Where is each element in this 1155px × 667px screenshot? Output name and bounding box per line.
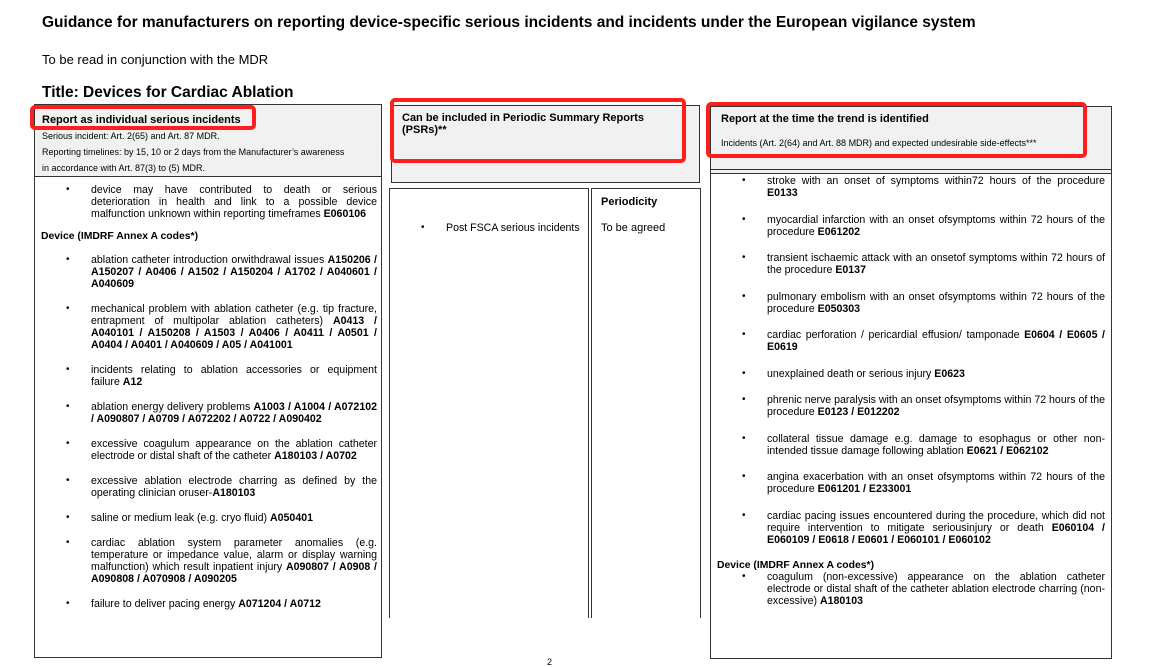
item-codes: A150206 / A150207 / A0406 / A1502 / A150204 / A1702 / A040601 / A040609 bbox=[91, 254, 377, 290]
list-item bbox=[711, 252, 1105, 276]
item-text: transient ischaemic attack with an onsetof symptoms within 72 hours of the procedure bbox=[767, 252, 1105, 276]
psr-header bbox=[391, 105, 700, 183]
bullet-icon: • bbox=[66, 598, 70, 609]
bullet-icon: • bbox=[66, 512, 70, 523]
item-text: incidents relating to ablation accessories or equipment failure bbox=[91, 364, 377, 388]
item-codes: E0621 / E062102 bbox=[966, 444, 1049, 457]
item-codes: E0623 bbox=[934, 367, 965, 380]
bullet-icon: • bbox=[742, 213, 746, 225]
bullet-icon: • bbox=[742, 252, 746, 263]
item-codes: E060106 bbox=[323, 208, 367, 220]
psr-items-cell bbox=[389, 188, 589, 618]
individual-device-list bbox=[35, 254, 377, 610]
item-text: myocardial infarction with an onset ofsymptoms within 72 hours of the procedure bbox=[767, 213, 1105, 238]
bullet-icon: • bbox=[66, 303, 70, 314]
list-item bbox=[711, 291, 1105, 315]
document-subtitle: To be read in conjunction with the MDR bbox=[42, 52, 269, 67]
list-item bbox=[35, 303, 377, 351]
psr-list bbox=[390, 222, 580, 234]
trend-header bbox=[710, 106, 1112, 174]
item-codes: A0413 / A040101 / A150208 / A1503 / A0406 / A0411 / A0501 / A0404 / A0401 / A040609 / A05 / A041001 bbox=[91, 315, 377, 351]
document-title: Guidance for manufacturers on reporting device-specific serious incidents and incidents under the European vigilance system bbox=[42, 14, 976, 31]
bullet-icon: • bbox=[742, 329, 746, 340]
list-item bbox=[711, 394, 1105, 418]
trend-heading: Report at the time the trend is identified bbox=[721, 113, 929, 125]
device-codes-label: Device (IMDRF Annex A codes*) bbox=[41, 231, 199, 242]
list-item bbox=[711, 329, 1105, 353]
item-codes: A180103 / A0702 bbox=[274, 450, 357, 462]
item-codes: A071204 / A0712 bbox=[238, 598, 321, 610]
reporting-timelines: Reporting timelines: by 15, 10 or 2 days from the Manufacturer’s awareness bbox=[42, 147, 345, 157]
list-item bbox=[711, 571, 1105, 607]
list-item bbox=[35, 537, 377, 585]
item-codes: A180103 bbox=[819, 594, 863, 607]
item-text: failure to deliver pacing energy bbox=[91, 598, 239, 610]
item-text: cardiac perforation / pericardial effusion/ tamponade bbox=[767, 329, 1025, 341]
page-number: 2 bbox=[547, 657, 553, 667]
item-text: Post FSCA serious incidents bbox=[446, 222, 580, 234]
item-codes: E0123 / E012202 bbox=[817, 406, 900, 418]
bullet-icon: • bbox=[742, 394, 746, 405]
item-text: cardiac ablation system parameter anomalies (e.g. temperature or impedance value, alarm or display warning malfunction) which result inpatient injury bbox=[91, 537, 377, 573]
item-text: angina exacerbation with an onset ofsymptoms within 72 hours of the procedure bbox=[767, 471, 1105, 495]
psr-heading: Can be included in Periodic Summary Reports (PSRs)** bbox=[402, 112, 645, 136]
item-text: ablation energy delivery problems bbox=[91, 401, 254, 413]
trend-body bbox=[710, 169, 1112, 659]
bullet-icon: • bbox=[742, 471, 746, 482]
bullet-icon: • bbox=[66, 475, 70, 486]
item-codes: E061202 bbox=[817, 225, 861, 238]
trend-device-codes-label: Device (IMDRF Annex A codes*) bbox=[717, 559, 875, 571]
list-item bbox=[711, 368, 1105, 380]
list-item bbox=[35, 438, 377, 462]
device-title: Title: Devices for Cardiac Ablation bbox=[42, 84, 294, 101]
list-item bbox=[35, 512, 377, 524]
item-codes: A050401 bbox=[270, 512, 314, 524]
item-codes: E050303 bbox=[817, 302, 861, 315]
bullet-icon: • bbox=[742, 290, 746, 302]
list-item bbox=[390, 222, 580, 234]
item-codes: E060104 / E060109 / E0618 / E0601 / E060101 / E060102 bbox=[767, 521, 1105, 546]
bullet-icon: • bbox=[66, 401, 70, 412]
individual-incidents-body bbox=[34, 176, 382, 658]
item-text: unexplained death or serious injury bbox=[767, 367, 935, 380]
periodicity-value: To be agreed bbox=[601, 222, 666, 234]
bullet-icon: • bbox=[742, 175, 746, 186]
individual-incidents-header bbox=[34, 104, 382, 177]
list-item bbox=[711, 471, 1105, 495]
list-item bbox=[711, 175, 1105, 199]
item-codes: E0137 bbox=[835, 264, 866, 276]
bullet-icon: • bbox=[742, 432, 746, 444]
item-codes: E061201 / E233001 bbox=[817, 483, 912, 495]
list-item bbox=[711, 510, 1105, 546]
bullet-icon: • bbox=[66, 438, 70, 449]
item-codes: A1003 / A1004 / A072102 / A090807 / A0709 / A072202 / A0722 / A090402 bbox=[91, 401, 377, 425]
trend-incidents-list bbox=[711, 175, 1105, 546]
bullet-icon: • bbox=[66, 254, 70, 265]
item-codes: E0604 / E0605 / E0619 bbox=[767, 329, 1106, 353]
item-codes: A090807 / A0908 / A090808 / A070908 / A090205 bbox=[91, 561, 377, 585]
bullet-icon: • bbox=[742, 367, 746, 379]
serious-incident-definition: Serious incident: Art. 2(65) and Art. 87 MDR. bbox=[42, 131, 220, 141]
bullet-icon: • bbox=[66, 364, 70, 375]
individual-incidents-heading: Report as individual serious incidents bbox=[42, 114, 241, 126]
list-item bbox=[711, 433, 1105, 457]
item-text: excessive ablation electrode charring as defined by the operating clinician oruser- bbox=[91, 475, 377, 499]
list-item bbox=[35, 184, 377, 220]
bullet-icon: • bbox=[421, 222, 425, 233]
item-text: coagulum (non-excessive) appearance on the ablation catheter electrode or distal shaft of the catheter ablation electrode charring (non-excessive) bbox=[767, 570, 1105, 607]
bullet-icon: • bbox=[742, 509, 746, 521]
bullet-icon: • bbox=[66, 184, 70, 195]
item-text: excessive coagulum appearance on the ablation catheter electrode or distal shaft of the catheter bbox=[91, 438, 377, 462]
item-text: collateral tissue damage e.g. damage to esophagus or other non-intended tissue damage following ablation bbox=[767, 432, 1105, 457]
item-codes: E0133 bbox=[767, 187, 798, 199]
item-text: device may have contributed to death or serious deterioration in health and link to a possible device malfunction unknown within reporting timeframes bbox=[91, 184, 377, 220]
reporting-timelines-reference: in accordance with Art. 87(3) to (5) MDR. bbox=[42, 163, 206, 173]
list-item bbox=[35, 475, 377, 499]
list-item bbox=[35, 364, 377, 388]
individual-incidents-list bbox=[35, 184, 377, 220]
list-item bbox=[35, 598, 377, 610]
periodicity-label: Periodicity bbox=[601, 196, 658, 208]
list-item bbox=[35, 401, 377, 425]
item-text: mechanical problem with ablation catheter (e.g. tip fracture, entrapment of multipolar ablation catheters) bbox=[91, 303, 377, 327]
bullet-icon: • bbox=[66, 537, 70, 548]
trend-device-list bbox=[711, 571, 1105, 607]
bullet-icon: • bbox=[742, 570, 746, 582]
item-text: ablation catheter introduction orwithdrawal issues bbox=[91, 254, 328, 266]
list-item bbox=[35, 254, 377, 290]
item-codes: A12 bbox=[122, 376, 143, 388]
item-text: phrenic nerve paralysis with an onset ofsymptoms within 72 hours of the procedure bbox=[767, 394, 1105, 418]
list-item bbox=[711, 214, 1105, 238]
item-codes: A180103 bbox=[212, 487, 256, 499]
trend-subheading: Incidents (Art. 2(64) and Art. 88 MDR) and expected undesirable side-effects*** bbox=[721, 138, 1037, 148]
item-text: cardiac pacing issues encountered during the procedure, which did not require intervention to mitigate seriousinjury or death bbox=[767, 509, 1105, 534]
periodicity-cell bbox=[591, 188, 701, 618]
item-text: saline or medium leak (e.g. cryo fluid) bbox=[91, 512, 270, 524]
item-text: pulmonary embolism with an onset ofsymptoms within 72 hours of the procedure bbox=[767, 290, 1105, 315]
item-text: stroke with an onset of symptoms within72 hours of the procedure bbox=[767, 175, 1105, 187]
